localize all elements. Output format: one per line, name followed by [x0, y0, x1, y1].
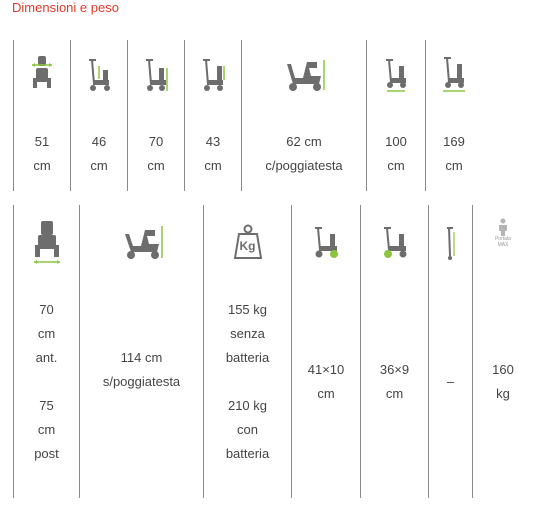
- scooter-side-handle-icon: [85, 52, 113, 96]
- spec-value: 62 cm c/poggiatesta: [265, 134, 343, 173]
- max-person-weight-icon: [495, 218, 511, 266]
- rear-wheel-icon: [380, 218, 410, 266]
- spec-cell-rear-wheel: [361, 218, 428, 406]
- spec-value: –: [446, 374, 455, 389]
- spec-value: 70 cm: [147, 134, 165, 173]
- spec-cell-front-wheel: [292, 218, 360, 406]
- max-load-label: Portata MAX: [494, 236, 512, 248]
- spec-value: 36×9 cm: [379, 362, 410, 401]
- scooter-side-full-height-icon: [279, 52, 329, 96]
- scooter-side-height-icon: [117, 218, 167, 266]
- spec-value: 41×10 cm: [307, 362, 345, 401]
- scooter-front-width-icon: [30, 52, 54, 96]
- scooter-side-seat-icon: [199, 52, 227, 96]
- spec-cell-tiller: [429, 218, 472, 394]
- spec-value: 70 cm ant. 75 cm post: [34, 302, 59, 461]
- section-title: Dimensioni e peso: [12, 0, 119, 15]
- spec-value: 100 cm: [385, 134, 407, 173]
- spec-value: 155 kg senza batteria 210 kg con batteria: [225, 302, 270, 461]
- spec-value: 160 kg: [492, 362, 514, 401]
- spec-value: 43 cm: [204, 134, 222, 173]
- spec-cell-full-height: [242, 52, 366, 178]
- scooter-side-seat-height-icon: [142, 52, 170, 96]
- weight-kg-icon: [233, 218, 263, 266]
- tiller-icon: [445, 218, 457, 266]
- spec-cell-width: [14, 52, 70, 178]
- spec-cell-max-load: [473, 218, 533, 406]
- spec-cell-weight: [204, 218, 291, 466]
- spec-value: 114 cm s/poggiatesta: [102, 350, 181, 389]
- spec-cell-seat: [185, 52, 241, 178]
- scooter-side-length-icon: [382, 52, 410, 96]
- spec-cell-height: [80, 218, 203, 394]
- spec-cell-seat-height: [128, 52, 184, 178]
- spec-value: 46 cm: [90, 134, 108, 173]
- spec-value: 169 cm: [443, 134, 465, 173]
- spec-cell-track: [14, 218, 79, 466]
- weight-icon-label: Kg: [239, 239, 256, 253]
- scooter-side-total-length-icon: [440, 52, 468, 96]
- spec-cell-handle: [71, 52, 127, 178]
- scooter-front-track-icon: [32, 218, 62, 266]
- spec-value: 51 cm: [33, 134, 51, 173]
- front-wheel-icon: [311, 218, 341, 266]
- spec-cell-total-length: [426, 52, 482, 178]
- spec-cell-length: [367, 52, 425, 178]
